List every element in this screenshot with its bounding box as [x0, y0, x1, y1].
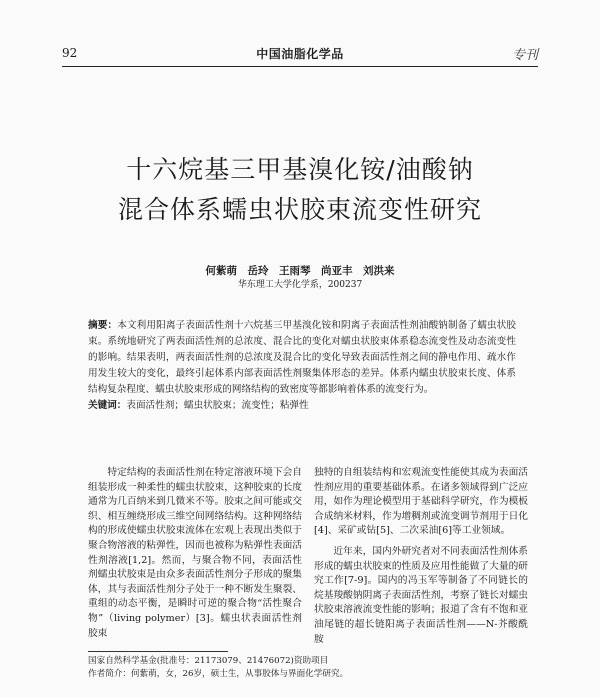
author-list: 何紫萌 岳玲 王雨琴 尚亚丰 刘洪来	[205, 265, 395, 277]
footnote-divider	[88, 651, 228, 652]
body-column-right	[314, 466, 528, 647]
footnotes	[88, 655, 528, 681]
abstract	[88, 318, 516, 398]
body-column-left	[88, 466, 302, 641]
journal-name: 中国油脂化学品	[256, 47, 344, 61]
abstract-label: 摘要：	[88, 320, 118, 331]
author-bio-note: 作者简介：何紫萌，女，26岁，硕士生，从事胶体与界面化学研究。	[88, 669, 349, 679]
affiliation: 华东理工大学化学系，200237	[237, 280, 363, 290]
abstract-text: 本文利用阳离子表面活性剂十六烷基三甲基溴化铵和阴离子表面活性剂油酸钠制备了蠕虫状胶束。系统地研究了两表面活性剂的总浓度、混合比的变化对蠕虫状胶束体系稳态流变性及动态流变性的影响。结果表明，两表面活性剂的总浓度及混合比的变化导致表面活性剂之间的静电作用、疏水作用发生较大的变化，最终引起体系内部表面活性剂聚集体形态的差异。体系内蠕虫状胶束长度、体系结构复杂程度、蠕虫状胶束形成的网络结构的致密度等都影响着体系的流变行为。	[88, 320, 517, 395]
running-header	[62, 44, 538, 64]
keywords	[88, 398, 516, 414]
keywords-label: 关键词：	[88, 400, 127, 411]
title-line-2: 混合体系蠕虫状胶束流变性研究	[117, 195, 482, 224]
body-paragraph: 近年来，国内外研究者对不同表面活性剂体系形成的蠕虫状胶束的性质及应用性能做了大量的研究工作[7-9]。国内的冯玉军等制备了不同链长的烷基羧酸钠阴离子表面活性剂，考察了链长对蠕虫状胶束溶液流变性能的影响；报道了含有不饱和亚油尾链的超长链阳离子表面活性剂——N-芥酸酰胺	[314, 545, 528, 645]
title-line-1: 十六烷基三甲基溴化铵/油酸钠	[126, 155, 474, 184]
fund-note: 国家自然科学基金(批准号：21173079、21476072)资助项目	[88, 656, 329, 666]
section-label: 专刊	[511, 48, 538, 63]
keywords-text: 表面活性剂；蠕虫状胶束；流变性；粘弹性	[126, 400, 309, 411]
page-number: 92	[62, 46, 78, 60]
header-divider	[62, 66, 538, 67]
body-paragraph: 特定结构的表面活性剂在特定溶液环境下会自组装形成一种柔性的蠕虫状胶束，这种胶束的长度通常为几百纳米到几微米不等。胶束之间可能或交织、相互缠绕形成三维空间网络结构。这种网络结构的形成使蠕虫状胶束流体在宏观上表现出类似于聚合物溶液的粘弹性，因而也被称为粘弹性表面活性剂溶液[1,2]。然而，与聚合物不同，表面活性剂蠕虫状胶束是由众多表面活性剂分子形成的聚集体，其与表面活性剂分子处于一种不断发生聚裂、重组的动态平衡，是瞬时可逆的聚合物“活性聚合物”（living polymer）[3]。蠕虫状表面活性剂胶束	[88, 467, 302, 639]
paper-title	[40, 150, 560, 230]
body-paragraph: 独特的自组装结构和宏观流变性能使其成为表面活性剂应用的重要基础体系。在诸多领域得到广泛应用，如作为理论模型用于基础科学研究，作为模板合成纳米材料，作为增稠剂或流变调节剂用于日化[4]、采矿或钻[5]、二次采油[6]等工业领域。	[314, 467, 528, 537]
